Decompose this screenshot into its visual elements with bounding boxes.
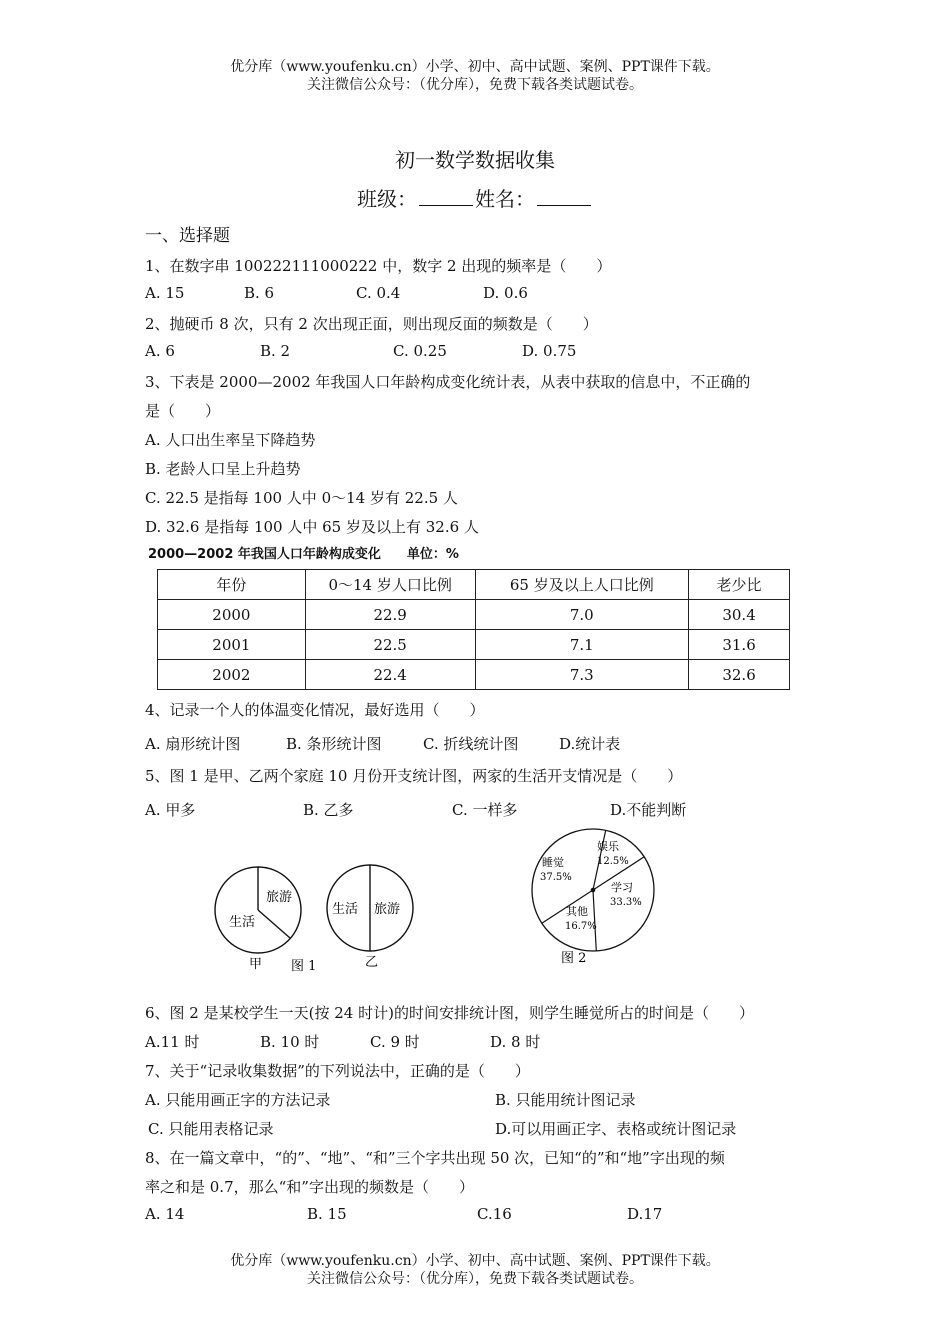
q3-option-d: D. 32.6 是指每 100 人中 65 岁及以上有 32.6 人 <box>145 518 479 536</box>
q1-stem: 1、在数字串 100222111000222 中，数字 2 出现的频率是（ ） <box>145 257 612 275</box>
slice-label-fun: 娱乐 <box>597 840 619 853</box>
q2-option-c: C. 0.25 <box>393 342 447 360</box>
jia-slice-label: 旅游 <box>266 890 293 905</box>
q8-option-b: B. 15 <box>307 1205 347 1223</box>
q4-option-c: C. 折线统计图 <box>423 735 519 753</box>
table-cell: 2002 <box>158 660 306 690</box>
q4-option-b: B. 条形统计图 <box>286 735 382 753</box>
q2-option-b: B. 2 <box>260 342 291 360</box>
pie-yi <box>327 865 413 970</box>
q6-stem: 6、图 2 是某校学生一天(按 24 时计)的时间安排统计图，则学生睡觉所占的时间是（ ） <box>145 1004 754 1022</box>
table-cell: 22.5 <box>305 630 475 660</box>
name-blank <box>537 204 591 206</box>
class-label: 班级： <box>357 187 417 211</box>
q6-option-c: C. 9 时 <box>370 1033 420 1051</box>
q3-option-a: A. 人口出生率呈下降趋势 <box>145 431 316 449</box>
figure-2-pie-chart <box>520 820 670 970</box>
class-blank <box>419 204 473 206</box>
slice-label-sleep: 睡觉 <box>542 856 564 869</box>
yi-slice-label: 生活 <box>332 902 359 917</box>
q6-option-a: A.11 时 <box>145 1033 200 1051</box>
q5-option-c: C. 一样多 <box>452 801 518 819</box>
slice-label-other: 其他 <box>566 905 588 918</box>
table-cell: 7.0 <box>475 600 689 630</box>
q1-option-a: A. 15 <box>145 284 185 302</box>
q4-stem: 4、记录一个人的体温变化情况，最好选用（ ） <box>145 701 485 719</box>
q8-stem-line2: 率之和是 0.7，那么“和”字出现的频数是（ ） <box>145 1178 474 1196</box>
q7-option-b: B. 只能用统计图记录 <box>495 1091 636 1109</box>
q5-option-d: D.不能判断 <box>610 801 687 819</box>
q3-option-c: C. 22.5 是指每 100 人中 0～14 岁有 22.5 人 <box>145 489 458 507</box>
section-heading: 一、选择题 <box>145 226 230 246</box>
q3-stem-line2: 是（ ） <box>145 402 221 420</box>
q1-option-c: C. 0.4 <box>356 284 401 302</box>
table-header-cell: 0～14 岁人口比例 <box>305 570 475 600</box>
slice-label-study: 学习 <box>611 881 633 894</box>
q4-option-a: A. 扇形统计图 <box>145 735 241 753</box>
table-cell: 7.3 <box>475 660 689 690</box>
table-cell: 2001 <box>158 630 306 660</box>
q2-option-d: D. 0.75 <box>522 342 577 360</box>
q3-option-b: B. 老龄人口呈上升趋势 <box>145 460 301 478</box>
jia-label: 甲 <box>249 957 263 972</box>
q5-stem: 5、图 1 是甲、乙两个家庭 10 月份开支统计图，两家的生活开支情况是（ ） <box>145 767 683 785</box>
q6-option-b: B. 10 时 <box>260 1033 320 1051</box>
jia-slice-label: 生活 <box>229 915 256 930</box>
figure-2-caption: 图 2 <box>561 951 587 966</box>
q8-option-a: A. 14 <box>145 1205 185 1223</box>
q1-option-d: D. 0.6 <box>483 284 528 302</box>
table-header-cell: 年份 <box>158 570 306 600</box>
slice-value-sleep: 37.5% <box>540 872 572 883</box>
table-caption: 2000—2002 年我国人口年龄构成变化 单位：% <box>148 547 459 562</box>
q5-option-b: B. 乙多 <box>303 801 354 819</box>
q1-option-b: B. 6 <box>244 284 275 302</box>
table-cell: 7.1 <box>475 630 689 660</box>
table-cell: 32.6 <box>689 660 790 690</box>
table-cell: 22.9 <box>305 600 475 630</box>
yi-label: 乙 <box>365 955 379 970</box>
pie-center-dot <box>591 888 596 893</box>
table-row <box>158 660 790 690</box>
q8-stem-line1: 8、在一篇文章中，“的”、“地”、“和”三个字共出现 50 次，已知“的”和“地”字出现的频 <box>145 1149 725 1167</box>
q7-stem: 7、关于“记录收集数据”的下列说法中，正确的是（ ） <box>145 1062 530 1080</box>
table-cell: 2000 <box>158 600 306 630</box>
q2-option-a: A. 6 <box>145 342 175 360</box>
footer-line-2: 关注微信公众号：（优分库），免费下载各类试题试卷。 <box>307 1271 643 1287</box>
q6-option-d: D. 8 时 <box>490 1033 541 1051</box>
page-title: 初一数学数据收集 <box>395 148 555 172</box>
table-cell: 31.6 <box>689 630 790 660</box>
q2-stem: 2、抛硬币 8 次，只有 2 次出现正面，则出现反面的频数是（ ） <box>145 315 598 333</box>
q8-option-c: C.16 <box>477 1205 512 1223</box>
q3-stem-line1: 3、下表是 2000—2002 年我国人口年龄构成变化统计表，从表中获取的信息中，不正确的 <box>145 373 751 391</box>
q8-option-d: D.17 <box>627 1205 663 1223</box>
table-row <box>158 600 790 630</box>
table-header-cell: 65 岁及以上人口比例 <box>475 570 689 600</box>
yi-slice-label: 旅游 <box>374 902 401 917</box>
q4-option-d: D.统计表 <box>559 735 621 753</box>
population-table <box>157 569 790 690</box>
name-label: 姓名： <box>475 187 535 211</box>
table-header-row <box>158 570 790 600</box>
header-line-1: 优分库（www.youfenku.cn）小学、初中、高中试题、案例、PPT课件下载。 <box>230 59 720 75</box>
slice-value-study: 33.3% <box>610 897 642 908</box>
table-cell: 22.4 <box>305 660 475 690</box>
table-header-cell: 老少比 <box>689 570 790 600</box>
q5-option-a: A. 甲多 <box>145 801 196 819</box>
q7-option-a: A. 只能用画正字的方法记录 <box>145 1091 331 1109</box>
class-name-line <box>0 183 950 212</box>
slice-value-other: 16.7% <box>565 921 597 932</box>
pie-jia <box>215 867 301 972</box>
q7-option-d: D.可以用画正字、表格或统计图记录 <box>495 1120 737 1138</box>
header-line-2: 关注微信公众号：（优分库），免费下载各类试题试卷。 <box>307 77 643 93</box>
figure-1-caption: 图 1 <box>291 959 317 974</box>
table-row <box>158 630 790 660</box>
slice-value-fun: 12.5% <box>597 856 629 867</box>
figure-1 <box>205 855 425 975</box>
footer-line-1: 优分库（www.youfenku.cn）小学、初中、高中试题、案例、PPT课件下载。 <box>230 1253 720 1269</box>
table-cell: 30.4 <box>689 600 790 630</box>
q7-option-c: C. 只能用表格记录 <box>148 1120 274 1138</box>
